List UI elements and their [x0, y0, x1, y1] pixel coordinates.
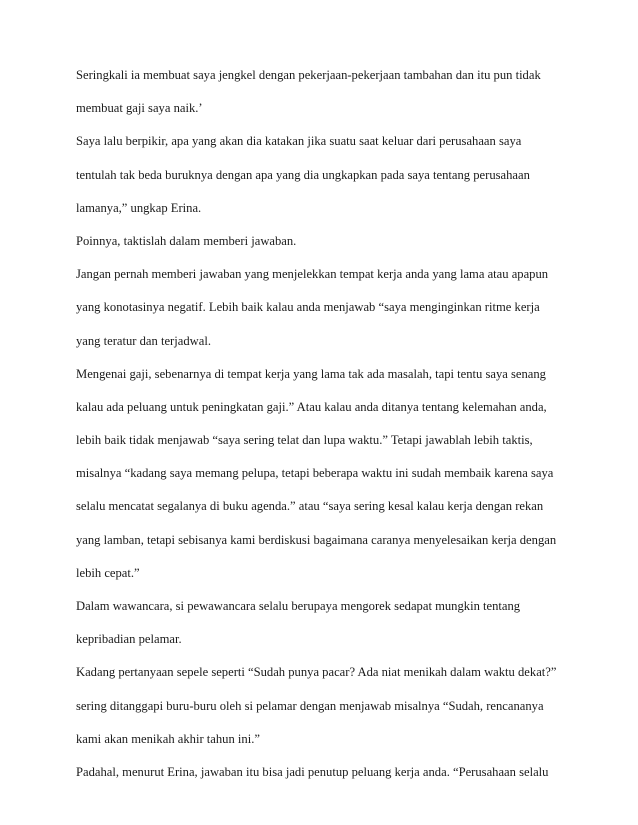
- text-line: membuat gaji saya naik.’: [76, 101, 203, 116]
- text-line: yang lamban, tetapi sebisanya kami berdiskusi bagaimana caranya menyelesaikan kerja dengan: [76, 532, 557, 547]
- text-line: Jangan pernah memberi jawaban yang menjelekkan tempat kerja anda yang lama atau apapun: [76, 267, 549, 282]
- text-line: Mengenai gaji, sebenarnya di tempat kerja yang lama tak ada masalah, tapi tentu saya senang: [76, 366, 546, 381]
- text-line: lebih cepat.”: [76, 565, 140, 580]
- text-line: kepribadian pelamar.: [76, 632, 182, 647]
- text-line: Saya lalu berpikir, apa yang akan dia katakan jika suatu saat keluar dari perusahaan saya: [76, 134, 522, 149]
- text-line: selalu mencatat segalanya di buku agenda.” atau “saya sering kesal kalau kerja dengan rekan: [76, 499, 544, 514]
- document-body: [76, 62, 576, 792]
- text-line: tentulah tak beda buruknya dengan apa yang dia ungkapkan pada saya tentang perusahaan: [76, 167, 530, 182]
- text-line: kalau ada peluang untuk peningkatan gaji.” Atau kalau anda ditanya tentang kelemahan anda,: [76, 399, 547, 414]
- text-line: yang konotasinya negatif. Lebih baik kalau anda menjawab “saya menginginkan ritme kerja: [76, 300, 540, 315]
- text-line: misalnya “kadang saya memang pelupa, tetapi beberapa waktu ini sudah membaik karena saya: [76, 466, 554, 481]
- text-line: Kadang pertanyaan sepele seperti “Sudah punya pacar? Ada niat menikah dalam waktu dekat?”: [76, 665, 557, 680]
- text-line: Seringkali ia membuat saya jengkel dengan pekerjaan-pekerjaan tambahan dan itu pun tidak: [76, 68, 541, 82]
- text-line: yang teratur dan terjadwal.: [76, 333, 211, 348]
- text-line: lebih baik tidak menjawab “saya sering telat dan lupa waktu.” Tetapi jawablah lebih taktis,: [76, 433, 533, 448]
- text-line: kami akan menikah akhir tahun ini.”: [76, 731, 260, 746]
- text-line: lamanya,” ungkap Erina.: [76, 200, 202, 215]
- text-line: Padahal, menurut Erina, jawaban itu bisa jadi penutup peluang kerja anda. “Perusahaan selalu: [76, 764, 549, 779]
- text-line: Poinnya, taktislah dalam memberi jawaban.: [76, 233, 297, 248]
- text-line: Dalam wawancara, si pewawancara selalu berupaya mengorek sedapat mungkin tentang: [76, 599, 521, 613]
- text-line: sering ditanggapi buru-buru oleh si pelamar dengan menjawab misalnya “Sudah, rencananya: [76, 698, 544, 713]
